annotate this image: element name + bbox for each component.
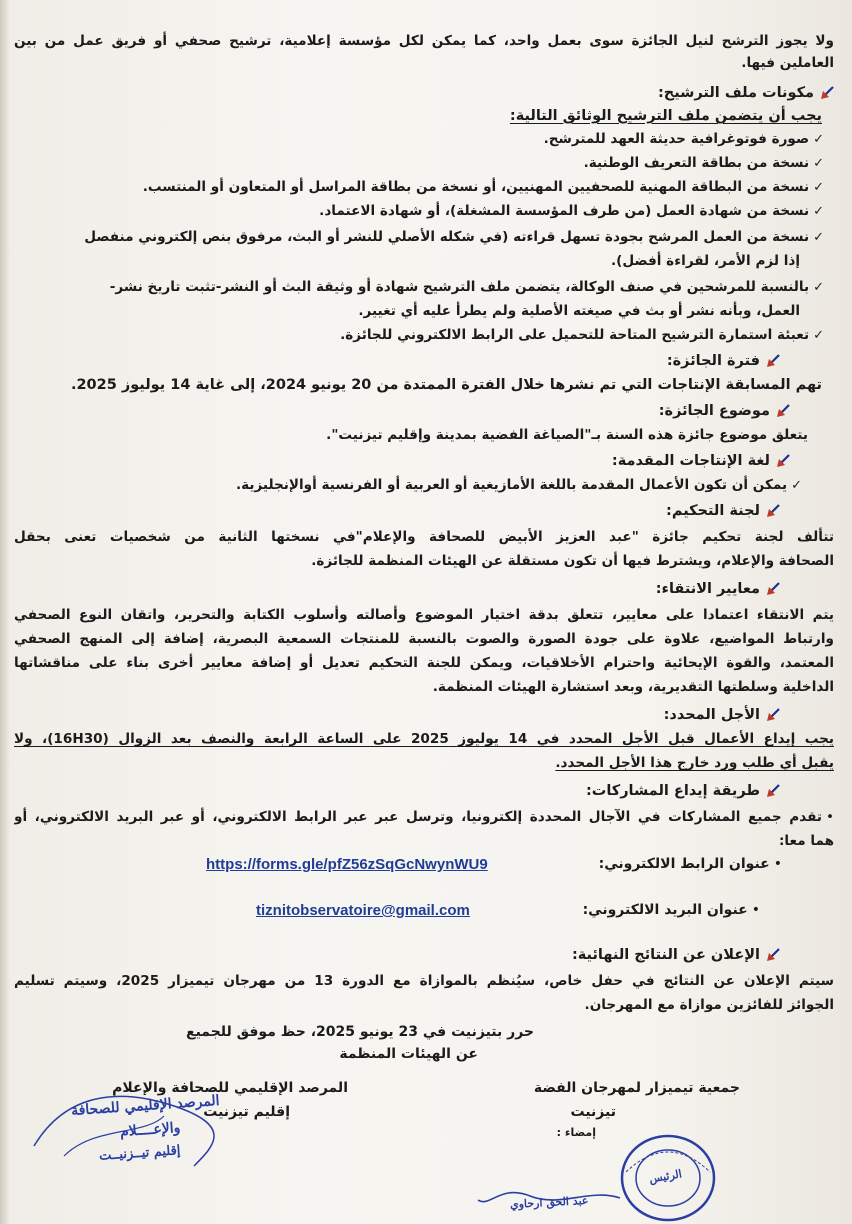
language-text: ✓يمكن أن تكون الأعمال المقدمة باللغة الأمازيغية أو العربية أو الفرنسية أوالإنجليزية. xyxy=(235,477,802,493)
check-icon: ✓ xyxy=(813,132,824,147)
theme-text: يتعلق موضوع جائزة هذه السنة بـ"الصياغة الفضية بمدينة وإقليم تيزنيت". xyxy=(326,427,808,443)
right-stamp-scribble xyxy=(24,1076,224,1186)
sign-label: إمضاء : xyxy=(556,1126,596,1139)
results-heading: الإعلان عن النتائج النهائية: xyxy=(572,944,780,966)
check-icon: ✓ xyxy=(813,156,824,171)
jury-line-1: تتألف لجنة تحكيم جائزة "عبد العزيز الأبيض للصحافة والإعلام"في نسختها الثانية من شخصيات تعنى بحقل xyxy=(14,529,834,545)
components-item-7: ✓تعبئة استمارة الترشيح المتاحة للتحميل على الرابط الالكتروني للجائزة. xyxy=(340,327,824,343)
jury-heading: لجنة التحكيم: xyxy=(666,500,780,522)
check-icon: ✓ xyxy=(813,280,824,295)
criteria-line-4: الداخلية وسلطتها التقديرية، وبعد استشارة الهيئات المنظمة. xyxy=(432,679,834,695)
language-heading: لغة الإنتاجات المقدمة: xyxy=(612,450,790,472)
criteria-line-2: وارتباط المواضيع، علاوة على جودة الصورة والصوت بالنسبة للمنتجات السمعية البصرية، إضافة إلى المنهج الصحفي xyxy=(14,631,834,647)
components-item-1: ✓صورة فوتوغرافية حديثة العهد للمترشح. xyxy=(543,131,824,147)
right-org-name: المرصد الإقليمي للصحافة والإعلام xyxy=(112,1080,348,1096)
components-item-6-cont: العمل، وبأنه نشر أو بث في صيغته الأصلية ولم يطرأ عليه أي تغيير. xyxy=(358,303,800,319)
period-heading: فترة الجائزة: xyxy=(667,350,780,372)
check-icon: ✓ xyxy=(813,328,824,343)
deadline-line-1: يجب إيداع الأعمال قبل الأجل المحدد في 14 يوليوز 2025 على الساعة الرابعة والنصف بعد الزوال (16H30)، ولا xyxy=(14,731,834,747)
results-line-1: سيتم الإعلان عن النتائج في حفل خاص، سيُنظم بالموازاة مع الدورة 13 من مهرجان تيميزار 2025، وسيتم تسليم xyxy=(14,973,834,989)
components-item-5: ✓نسخة من العمل المرشح بجودة تسهل قراءته (في شكله الأصلي للنشر أو البث، مرفوق بنص إلكتروني منفصل xyxy=(84,229,824,245)
arrow-bullet-icon xyxy=(766,784,780,798)
arrow-bullet-icon xyxy=(766,504,780,518)
submission-line-1: •تقدم جميع المشاركات في الآجال المحددة إلكترونيا، وترسل عبر عبر الرابط الالكتروني، أو عبر البريد الالكتروني، أو xyxy=(14,809,834,825)
criteria-line-1: يتم الانتقاء اعتمادا على معايير، تتعلق بدقة اختيار الموضوع وأصالته وأسلوب الكتابة والتحرير، واتقان النوع الصحفي xyxy=(14,607,834,623)
email-label: •عنوان البريد الالكتروني: xyxy=(582,902,760,918)
arrow-bullet-icon xyxy=(766,708,780,722)
left-org-name: جمعية تيميزار لمهرجان الفضة xyxy=(533,1080,740,1096)
form-link[interactable]: https://forms.gle/pfZ56zSqGcNwynWU9 xyxy=(206,856,488,873)
components-item-3: ✓نسخة من البطاقة المهنية للصحفيين المهنيين، أو نسخة من بطاقة المراسل أو المتعاون أو المنتسب. xyxy=(142,179,824,195)
components-item-2: ✓نسخة من بطاقة التعريف الوطنية. xyxy=(583,155,824,171)
arrow-bullet-icon xyxy=(766,948,780,962)
bullet-icon: • xyxy=(825,809,834,825)
left-org-city: تيزنيت xyxy=(570,1104,616,1120)
components-subheading: يجب أن يتضمن ملف الترشيح الوثائق التالية: xyxy=(509,108,822,124)
components-heading xyxy=(658,82,834,104)
criteria-heading: معايير الانتقاء: xyxy=(656,578,780,600)
signatory-name: عبد الحق ارحاوي xyxy=(509,1193,589,1212)
submission-line-2: هما معا: xyxy=(778,833,834,849)
closing-line-2: عن الهيئات المنظمة xyxy=(339,1046,478,1062)
page-edge-shadow xyxy=(0,0,10,1224)
components-item-4: ✓نسخة من شهادة العمل (من طرف المؤسسة المشغلة)، أو شهادة الاعتماد. xyxy=(319,203,824,219)
criteria-line-3: المعتمد، والقوة الإيحائية واحترام الأخلاقيات، ويمكن للجنة التحكيم تعديل أو إضافة معايير أخرى بناء على مناقشاتها xyxy=(14,655,834,671)
check-icon: ✓ xyxy=(813,230,824,245)
arrow-bullet-icon xyxy=(776,454,790,468)
components-item-6: ✓بالنسبة للمرشحين في صنف الوكالة، يتضمن ملف الترشيح شهادة أو وثيقة البث أو النشر-تثبت تاريخ نشر- xyxy=(109,279,824,295)
arrow-bullet-icon xyxy=(766,354,780,368)
arrow-bullet-icon xyxy=(766,582,780,596)
deadline-heading: الأجل المحدد: xyxy=(664,704,780,726)
check-icon: ✓ xyxy=(813,180,824,195)
period-text: تهم المسابقة الإنتاجات التي تم نشرها خلال الفترة الممتدة من 20 يونيو 2024، إلى غاية 14 يوليوز 2025. xyxy=(70,377,822,393)
check-icon: ✓ xyxy=(813,204,824,219)
components-item-5-cont: إذا لزم الأمر، لقراءة أفضل). xyxy=(610,253,800,269)
seal-center-text: الرئيس xyxy=(648,1167,683,1186)
components-heading-text: مكونات ملف الترشيح: xyxy=(657,85,814,101)
email-link[interactable]: tiznitobservatoire@gmail.com xyxy=(256,902,470,919)
results-line-2: الجوائز للفائزين موازاة مع المهرجان. xyxy=(584,997,834,1013)
submission-heading: طريقة إيداع المشاركات: xyxy=(586,780,780,802)
check-icon: ✓ xyxy=(791,478,802,493)
right-stamp: المرصد الإقليمي للصحافة والإعــــلام إقليم تيــزنيــت xyxy=(70,1092,221,1164)
intro-line-1: ولا يجوز الترشح لنيل الجائزة سوى بعمل واحد، كما يمكن لكل مؤسسة إعلامية، ترشيح صحفي أو فريق عمل من بين xyxy=(14,33,834,49)
arrow-bullet-icon xyxy=(776,404,790,418)
deadline-line-2: يقبل أي طلب ورد خارج هذا الأجل المحدد. xyxy=(555,755,834,771)
theme-heading: موضوع الجائزة: xyxy=(659,400,790,422)
right-org-region: إقليم تيزنيت xyxy=(203,1104,290,1120)
arrow-bullet-icon xyxy=(820,86,834,100)
intro-line-2: العاملين فيها. xyxy=(741,55,834,71)
jury-line-2: الصحافة والإعلام، ويشترط فيها أن تكون مستقلة عن الهيئات المنظمة للجائزة. xyxy=(311,553,834,569)
link-label: •عنوان الرابط الالكتروني: xyxy=(598,856,782,872)
closing-line-1: حرر بتيزنيت في 23 يونيو 2025، حظ موفق للجميع xyxy=(186,1024,534,1040)
